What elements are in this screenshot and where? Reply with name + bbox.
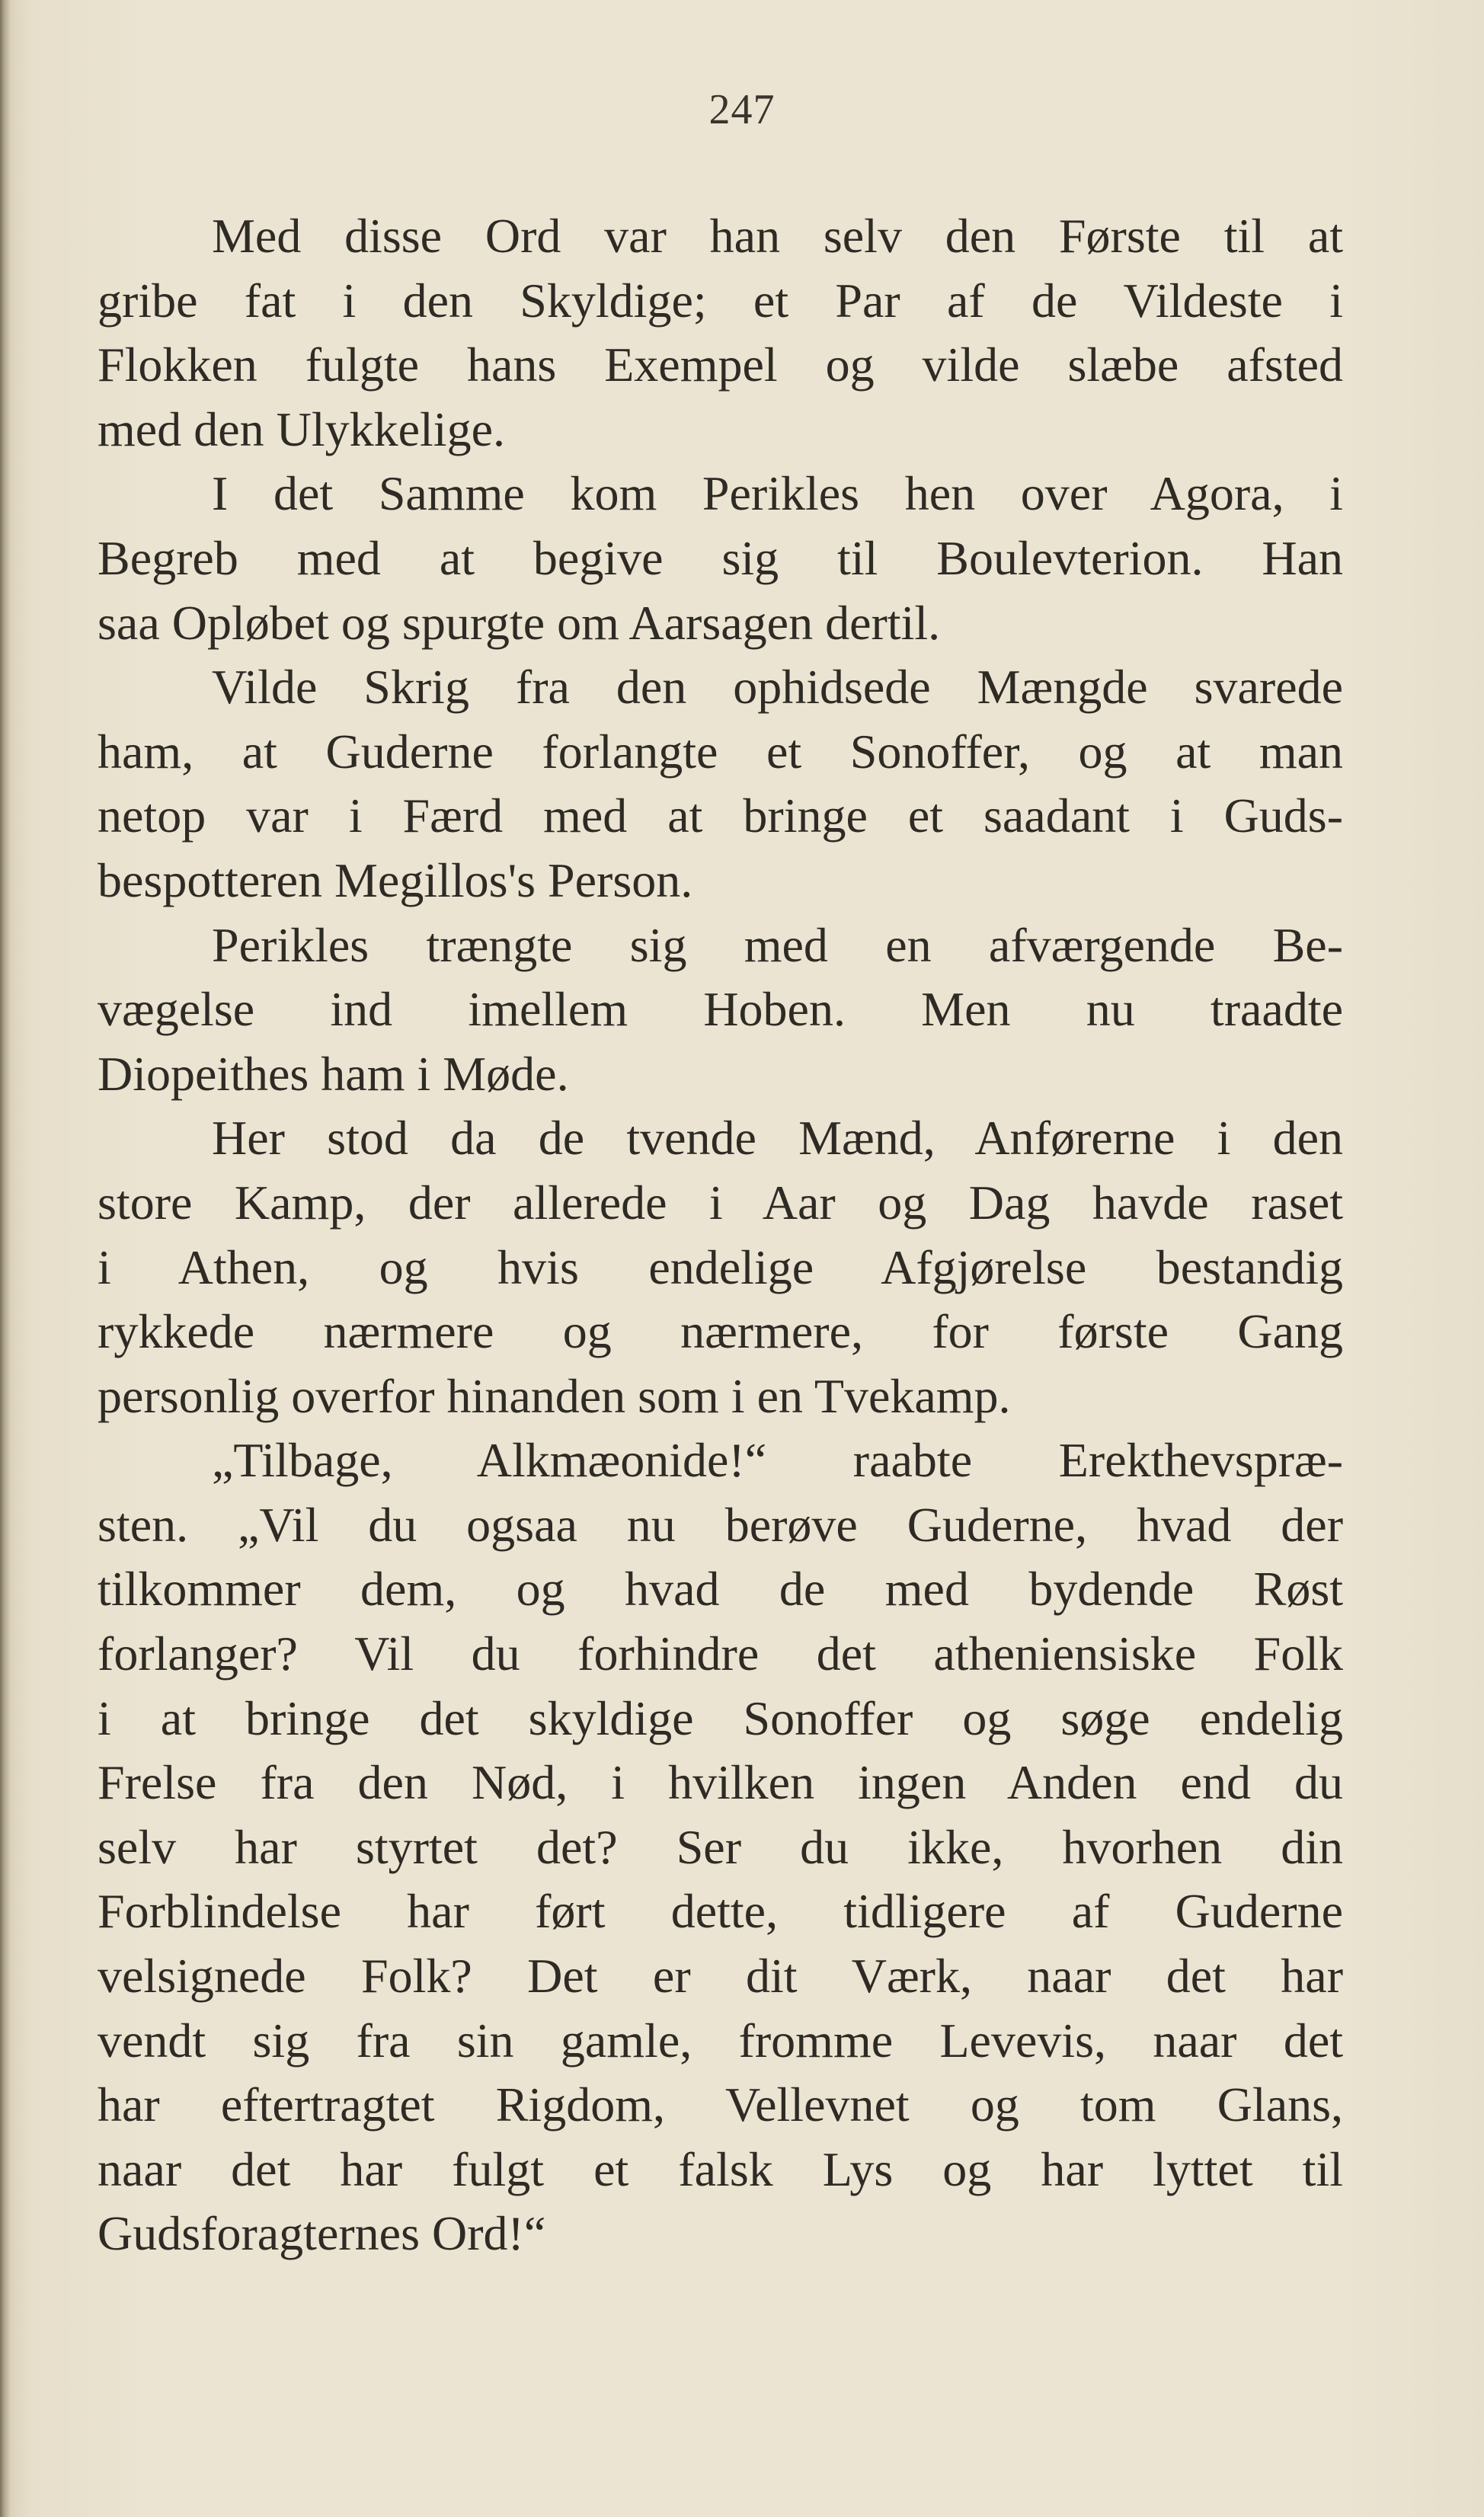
text-line: har eftertragtet Rigdom, Vellevnet og tom Glans, bbox=[98, 2077, 1343, 2132]
text-line: vendt sig fra sin gamle, fromme Levevis, naar det bbox=[98, 2013, 1343, 2068]
text-line: Vilde Skrig fra den ophidsede Mængde svarede bbox=[212, 660, 1343, 715]
page-number: 247 bbox=[708, 86, 776, 133]
body-text bbox=[98, 204, 1343, 2266]
text-line: saa Opløbet og spurgte om Aarsagen dertil. bbox=[98, 595, 941, 650]
text-line: gribe fat i den Skyldige; et Par af de Vildeste i bbox=[98, 273, 1343, 328]
text-line: velsignede Folk? Det er dit Værk, naar det har bbox=[98, 1949, 1343, 2004]
text-line: Frelse fra den Nød, i hvilken ingen Anden end du bbox=[98, 1755, 1343, 1810]
text-line: Flokken fulgte hans Exempel og vilde slæbe afsted bbox=[98, 337, 1343, 392]
page-binding-edge bbox=[0, 0, 11, 2517]
text-line: i Athen, og hvis endelige Afgjørelse bestandig bbox=[98, 1239, 1343, 1294]
text-line: netop var i Færd med at bringe et saadant i Guds- bbox=[98, 788, 1343, 843]
text-line: store Kamp, der allerede i Aar og Dag havde raset bbox=[98, 1175, 1343, 1230]
text-line: Her stod da de tvende Mænd, Anførerne i den bbox=[212, 1111, 1343, 1166]
text-line: Begreb med at begive sig til Boulevterion. Han bbox=[98, 530, 1343, 585]
text-line: i at bringe det skyldige Sonoffer og søge endelig bbox=[98, 1690, 1343, 1745]
text-line: personlig overfor hinanden som i en Tvekamp. bbox=[98, 1368, 1011, 1423]
text-line: vægelse ind imellem Hoben. Men nu traadte bbox=[98, 982, 1343, 1037]
text-line: forlanger? Vil du forhindre det atheniensiske Folk bbox=[98, 1626, 1343, 1681]
text-line: med den Ulykkelige. bbox=[98, 401, 505, 456]
text-line: „Tilbage, Alkmæonide!“ raabte Erekthevspræ- bbox=[212, 1433, 1343, 1488]
text-line: Perikles trængte sig med en afværgende Be- bbox=[212, 917, 1343, 972]
text-line: Med disse Ord var han selv den Første til at bbox=[212, 209, 1343, 263]
text-line: Diopeithes ham i Møde. bbox=[98, 1046, 569, 1101]
text-line: selv har styrtet det? Ser du ikke, hvorhen din bbox=[98, 1819, 1343, 1874]
text-line: tilkommer dem, og hvad de med bydende Røst bbox=[98, 1562, 1343, 1617]
text-line: ham, at Guderne forlangte et Sonoffer, og at man bbox=[98, 724, 1343, 779]
text-line: Forblindelse har ført dette, tidligere af Guderne bbox=[98, 1884, 1343, 1939]
text-line: I det Samme kom Perikles hen over Agora, i bbox=[212, 466, 1343, 521]
text-line: naar det har fulgt et falsk Lys og har lyttet til bbox=[98, 2141, 1343, 2196]
text-line: Gudsforagternes Ord!“ bbox=[98, 2206, 546, 2261]
text-line: bespotteren Megillos's Person. bbox=[98, 852, 693, 907]
text-line: sten. „Vil du ogsaa nu berøve Guderne, hvad der bbox=[98, 1497, 1343, 1552]
text-line: rykkede nærmere og nærmere, for første Gang bbox=[98, 1304, 1343, 1359]
